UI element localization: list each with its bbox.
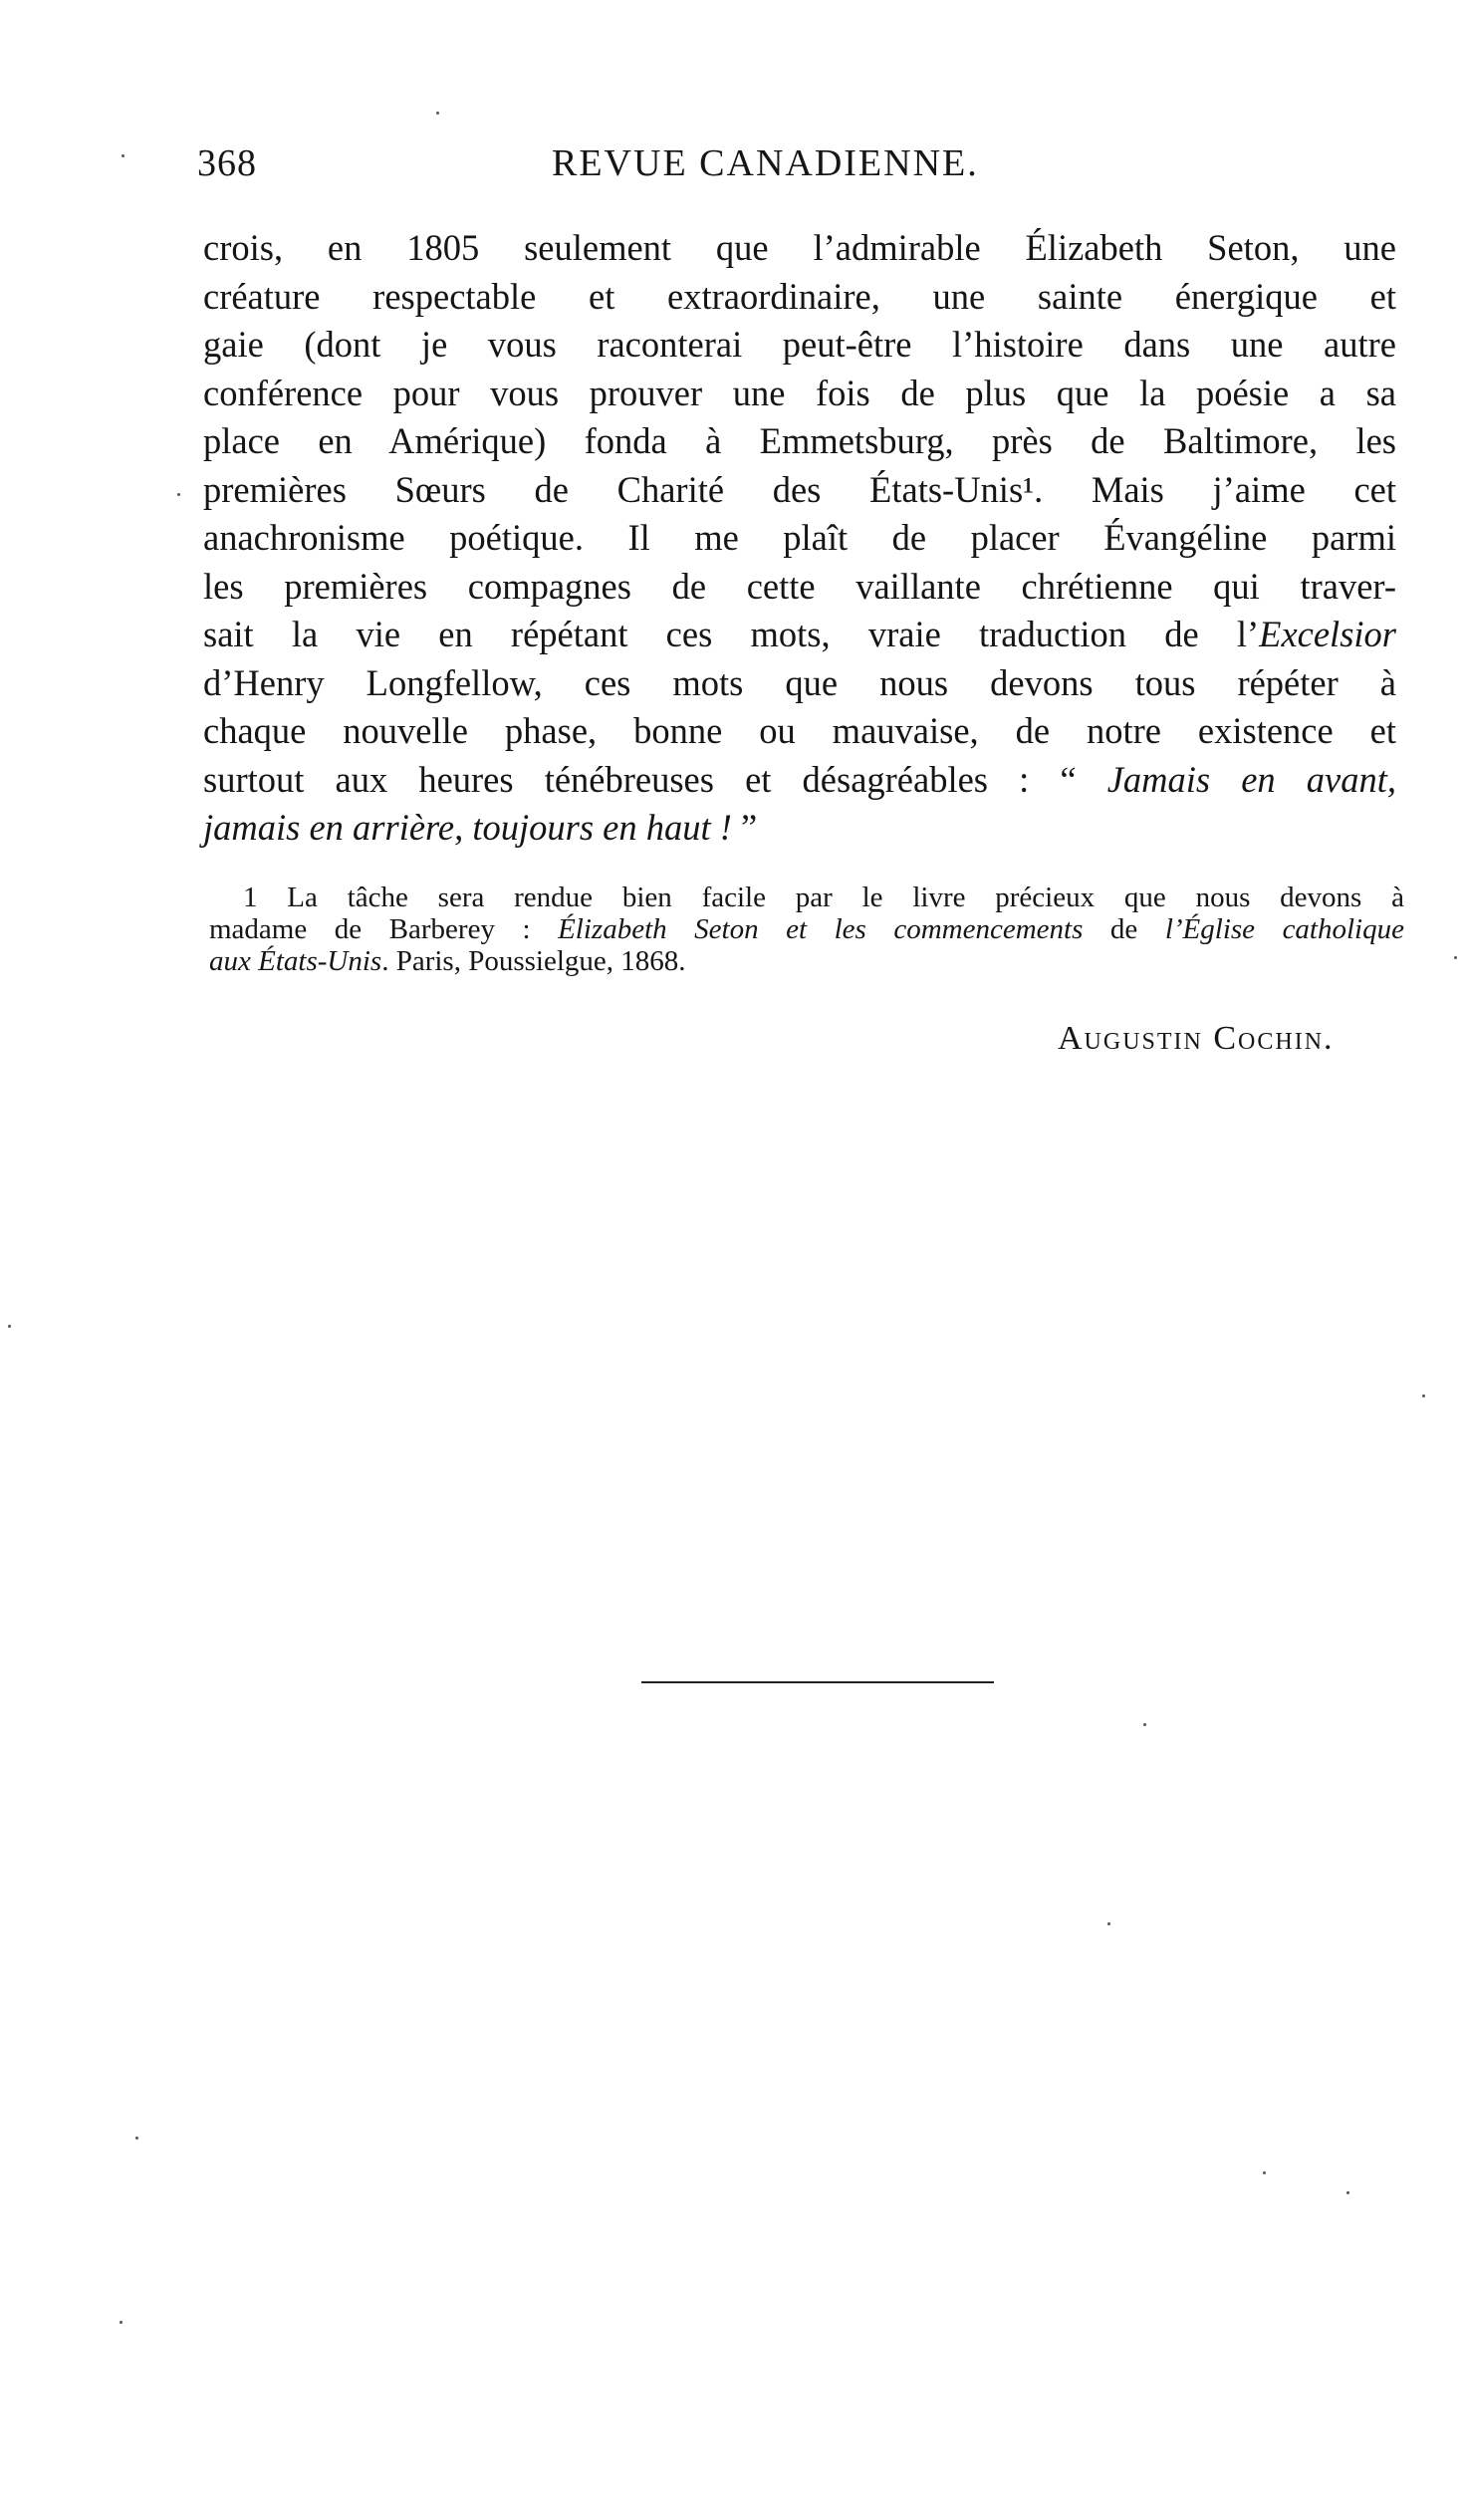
italic-quote-end: jamais en arrière, toujours en haut ! <box>203 807 732 848</box>
scan-speck <box>135 2137 138 2140</box>
body-line: place en Amérique) fonda à Emmetsburg, près de Baltimore, les <box>203 420 1396 461</box>
scan-speck <box>177 493 180 496</box>
scan-speck <box>436 112 439 115</box>
body-line: conférence pour vous prouver une fois de plus que la poésie a sa <box>203 372 1396 413</box>
scan-speck <box>1263 2171 1266 2174</box>
body-line: d’Henry Longfellow, ces mots que nous devons tous répéter à <box>203 661 1396 703</box>
page-header <box>197 141 1402 201</box>
body-line <box>203 756 1396 805</box>
running-title: REVUE CANADIENNE. <box>552 142 979 184</box>
footnote-text: de <box>1083 913 1165 945</box>
body-line: anachronisme poétique. Il me plaît de placer Évangéline parmi <box>203 517 1396 558</box>
footnote <box>209 882 1404 977</box>
body-line-text: surtout aux heures ténébreuses et désagréables : “ <box>203 758 1107 800</box>
body-line <box>203 804 1396 853</box>
footnote-italic-title: l’Église catholique <box>1164 913 1404 945</box>
italic-excelsior: Excelsior <box>1259 614 1396 654</box>
body-line: premières Sœurs de Charité des États-Unis¹. Mais j’aime cet <box>203 468 1396 510</box>
scan-speck <box>1143 1723 1146 1726</box>
footnote-publisher: . Paris, Poussielgue, 1868. <box>381 945 686 977</box>
body-paragraph <box>203 224 1396 853</box>
body-line: crois, en 1805 seulement que l’admirable Élizabeth Seton, une <box>203 227 1396 268</box>
body-line-text: sait la vie en répétant ces mots, vraie traduction de l’ <box>203 614 1260 654</box>
scan-speck <box>8 1325 11 1328</box>
scan-speck <box>122 154 124 157</box>
closing-quote: ” <box>731 807 758 848</box>
scan-speck <box>120 2321 122 2324</box>
footnote-line: 1 La tâche sera rendue bien facile par le livre précieux que nous devons à <box>243 882 1404 913</box>
scan-speck <box>1454 956 1457 959</box>
footnote-line <box>209 945 1404 977</box>
scan-speck <box>1422 1394 1425 1397</box>
body-line: chaque nouvelle phase, bonne ou mauvaise, de notre existence et <box>203 710 1396 751</box>
footnote-line <box>209 913 1404 945</box>
body-line: les premières compagnes de cette vaillante chrétienne qui traver- <box>203 565 1396 607</box>
body-line: créature respectable et extraordinaire, une sainte énergique et <box>203 275 1396 317</box>
footnote-italic-title: aux États-Unis <box>209 945 382 977</box>
body-line <box>203 611 1396 659</box>
footnote-italic-title: Élizabeth Seton et les commencements <box>558 913 1084 945</box>
scan-speck <box>1346 2191 1349 2194</box>
section-divider <box>641 1681 994 1683</box>
italic-quote-start: Jamais en avant, <box>1106 758 1396 800</box>
scan-speck <box>1107 1922 1110 1925</box>
author-signature: Augustin Cochin. <box>1058 1020 1335 1057</box>
body-line: gaie (dont je vous raconterai peut-être l’histoire dans une autre <box>203 324 1396 365</box>
footnote-text: madame de Barberey : <box>209 913 559 945</box>
page-number: 368 <box>197 142 257 184</box>
